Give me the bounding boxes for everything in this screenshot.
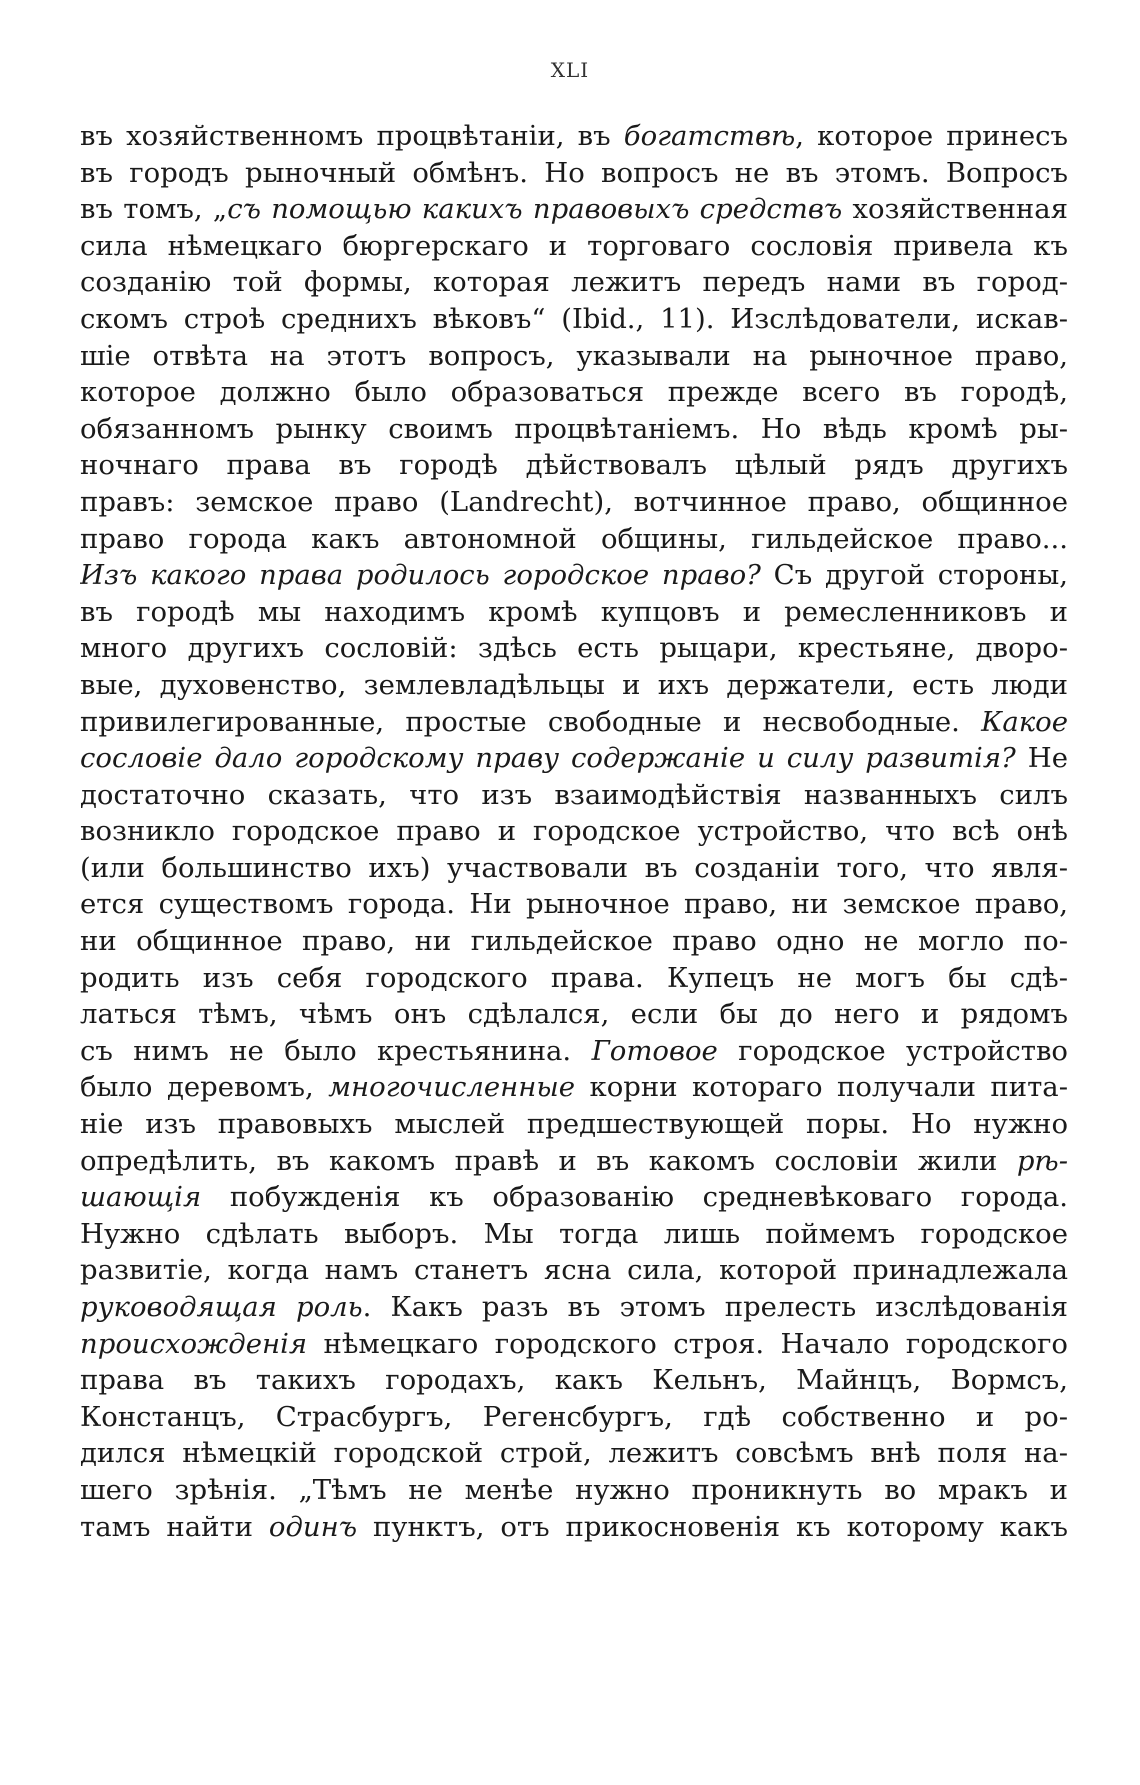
text-segment: Съ другой стороны, (760, 559, 1068, 592)
text-segment: въ городѣ мы находимъ кромѣ купцовъ и ремесленниковъ и (80, 595, 1068, 628)
italic-text-segment: шающія (80, 1181, 202, 1214)
text-segment: было деревомъ, (80, 1071, 329, 1104)
text-line (80, 228, 1068, 265)
text-segment: которое должно было образоваться прежде всего въ городѣ, (80, 376, 1068, 409)
text-line (80, 1216, 1068, 1253)
text-line (80, 1509, 1068, 1546)
italic-text-segment: происхожденія (80, 1327, 308, 1360)
text-segment: права въ такихъ городахъ, какъ Кельнъ, Майнцъ, Вормсъ, (80, 1364, 1068, 1397)
text-line (80, 1362, 1068, 1399)
text-line (80, 813, 1068, 850)
text-segment: хозяйственная (842, 193, 1068, 226)
text-segment: нѣмецкаго городского строя. Начало городского (307, 1327, 1068, 1360)
text-line (80, 704, 1068, 741)
italic-text-segment: руководящая роль (80, 1291, 363, 1323)
text-line (80, 1399, 1068, 1436)
text-segment: (или большинство ихъ) участвовали въ созданіи того, что явля- (80, 851, 1068, 884)
text-line (80, 1106, 1068, 1143)
text-line (80, 557, 1068, 594)
text-segment: въ хозяйственномъ процвѣтаніи, въ (80, 120, 624, 152)
italic-text-segment: многочисленные (328, 1071, 576, 1104)
italic-text-segment: Какое (981, 705, 1068, 738)
page-number: XLI (550, 58, 590, 82)
text-line (80, 447, 1068, 484)
text-line (80, 338, 1068, 375)
text-line (80, 1435, 1068, 1472)
text-segment: побужденія къ образованію средневѣковаго города. (201, 1181, 1068, 1214)
italic-text-segment: Изъ какого права родилось городское право? (80, 559, 761, 592)
text-segment: скомъ строѣ среднихъ вѣковъ“ (Ibid., 11). Изслѣдователи, искав- (80, 302, 1068, 335)
text-segment: обязанномъ рынку своимъ процвѣтаніемъ. Но вѣдь кромѣ ры- (80, 412, 1068, 445)
text-line (80, 411, 1068, 448)
text-line (80, 521, 1068, 558)
text-segment: , которое принесъ (795, 120, 1068, 152)
text-line (80, 264, 1068, 301)
text-segment: . Какъ разъ въ этомъ прелесть изслѣдованія (362, 1291, 1068, 1323)
text-segment: съ нимъ не было крестьянина. (80, 1034, 592, 1067)
text-line (80, 1143, 1068, 1180)
text-line (80, 191, 1068, 228)
text-line (80, 118, 1068, 155)
text-segment: въ томъ, „ (80, 193, 228, 226)
text-line (80, 1472, 1068, 1509)
text-segment: опредѣлить, въ какомъ правѣ и въ какомъ сословіи жили (80, 1144, 1017, 1177)
text-segment: достаточно сказать, что изъ взаимодѣйствія названныхъ силъ (80, 778, 1068, 811)
text-line (80, 484, 1068, 521)
text-line (80, 1069, 1068, 1106)
text-segment: Не (1015, 742, 1068, 775)
text-segment: латься тѣмъ, чѣмъ онъ сдѣлался, если бы до него и рядомъ (80, 998, 1068, 1031)
text-segment: сила нѣмецкаго бюргерскаго и торговаго сословія привела къ (80, 229, 1068, 262)
text-segment: тамъ найти (80, 1510, 269, 1543)
text-line (80, 155, 1068, 192)
text-segment: родить изъ себя городского права. Купецъ не могъ бы сдѣ- (80, 961, 1068, 994)
text-segment: развитіе, когда намъ станетъ ясна сила, которой принадлежала (80, 1254, 1068, 1287)
text-line (80, 1289, 1068, 1326)
text-line (80, 777, 1068, 814)
text-segment: право города какъ автономной общины, гильдейское право... (80, 522, 1068, 555)
text-segment: въ городъ рыночный обмѣнъ. Но вопросъ не въ этомъ. Вопросъ (80, 156, 1068, 189)
text-segment: ночнаго права въ городѣ дѣйствовалъ цѣлый рядъ другихъ (80, 449, 1068, 482)
text-segment: правъ: земское право (Landrecht), вотчинное право, общинное (80, 485, 1068, 518)
italic-text-segment: рѣ- (1016, 1144, 1068, 1177)
text-line (80, 1252, 1068, 1289)
text-segment: шего зрѣнія. „Тѣмъ не менѣе нужно проникнуть во мракъ и (80, 1473, 1068, 1506)
text-line (80, 374, 1068, 411)
text-segment: вые, духовенство, землевладѣльцы и ихъ держатели, есть люди (80, 668, 1068, 701)
italic-text-segment: сословіе дало городскому праву содержаніе и силу развитія? (80, 742, 1016, 775)
text-segment: дился нѣмецкій городской строй, лежитъ совсѣмъ внѣ поля на- (80, 1437, 1068, 1470)
text-line (80, 594, 1068, 631)
text-line (80, 630, 1068, 667)
text-segment: Нужно сдѣлать выборъ. Мы тогда лишь поймемъ городское (80, 1217, 1068, 1250)
text-line (80, 850, 1068, 887)
text-segment: много другихъ сословій: здѣсь есть рыцари, крестьяне, дворо- (80, 632, 1068, 665)
text-line (80, 1033, 1068, 1070)
italic-text-segment: одинъ (268, 1510, 358, 1543)
text-segment: ни общинное право, ни гильдейское право одно не могло по- (80, 925, 1068, 958)
text-line (80, 1179, 1068, 1216)
text-line (80, 740, 1068, 777)
body-text (80, 118, 1068, 1545)
text-segment: городское устройство (717, 1034, 1068, 1067)
text-line (80, 667, 1068, 704)
text-line (80, 1326, 1068, 1363)
text-segment: корни котораго получали пита- (575, 1071, 1068, 1104)
text-segment: ется существомъ города. Ни рыночное право, ни земское право, (80, 888, 1068, 921)
text-segment: пунктъ, отъ прикосновенія къ которому какъ (357, 1510, 1068, 1543)
text-line (80, 301, 1068, 338)
text-segment: возникло городское право и городское устройство, что всѣ онѣ (80, 815, 1068, 848)
text-segment: ніе изъ правовыхъ мыслей предшествующей поры. Но нужно (80, 1108, 1068, 1141)
italic-text-segment: съ помощью какихъ правовыхъ средствъ (227, 193, 843, 226)
text-segment: привилегированные, простые свободные и несвободные. (80, 705, 982, 738)
text-line (80, 923, 1068, 960)
text-line (80, 996, 1068, 1033)
text-segment: созданію той формы, которая лежитъ передъ нами въ город- (80, 266, 1068, 299)
text-segment: Констанцъ, Страсбургъ, Регенсбургъ, гдѣ собственно и ро- (80, 1400, 1068, 1433)
text-segment: шіе отвѣта на этотъ вопросъ, указывали на рыночное право, (80, 339, 1068, 372)
text-line (80, 960, 1068, 997)
text-line (80, 886, 1068, 923)
italic-text-segment: богатствѣ (623, 120, 796, 152)
italic-text-segment: Готовое (591, 1034, 718, 1067)
